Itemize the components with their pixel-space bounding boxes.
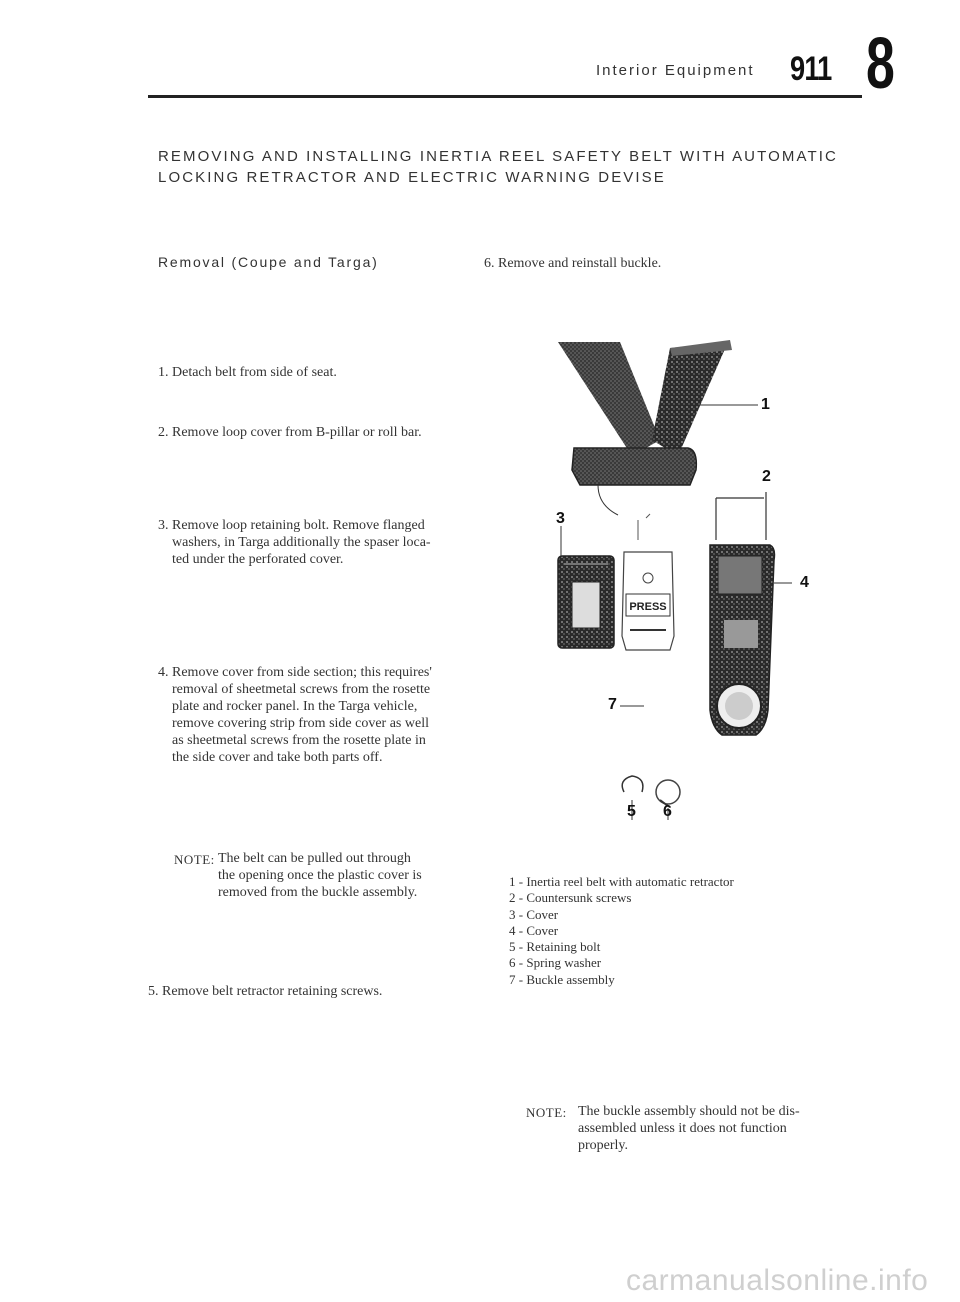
legend-item: 5 - Retaining bolt (509, 939, 601, 955)
step-number: 2. (158, 425, 169, 440)
step-number: 5. (148, 984, 159, 999)
callout-6: 6 (663, 803, 672, 820)
cover-4 (710, 545, 775, 735)
step-5 (148, 983, 382, 1000)
callout-4: 4 (800, 574, 809, 591)
note-line: properly. (578, 1138, 629, 1153)
buckle-assembly (622, 514, 674, 650)
seat-belt-illustration (520, 330, 820, 830)
step-3 (158, 517, 431, 568)
watermark: carmanualsonline.info (626, 1264, 929, 1297)
step-text: Remove belt retractor retaining screws. (162, 984, 383, 999)
figure-legend (509, 874, 734, 988)
step-text: Remove loop cover from B-pillar or roll bar. (172, 425, 422, 440)
callout-7: 7 (608, 696, 617, 713)
legend-item: 6 - Spring washer (509, 955, 602, 971)
step-text-line: remove covering strip from side cover as well (172, 716, 429, 731)
note-label: NOTE: (526, 1105, 567, 1120)
step-text (172, 664, 432, 766)
note-line: The buckle assembly should not be dis- (578, 1104, 800, 1119)
step-text-line: as sheetmetal screws from the rosette plate in (172, 733, 426, 748)
step-text-line: plate and rocker panel. In the Targa vehicle, (172, 699, 418, 714)
model-number: 911 (790, 50, 832, 88)
step-number: 1. (158, 365, 169, 380)
note-text (578, 1103, 800, 1154)
note-line: The belt can be pulled out through (218, 851, 411, 866)
step-number: 4. (158, 665, 169, 680)
step-6 (484, 255, 661, 272)
removal-heading: Removal (Coupe and Targa) (158, 254, 379, 270)
step-2 (158, 424, 422, 441)
note-label: NOTE: (174, 852, 215, 867)
step-number: 6. (484, 256, 495, 271)
callout-2: 2 (762, 468, 771, 485)
note-line: removed from the buckle assembly. (218, 885, 418, 900)
cover-3 (558, 556, 614, 648)
chapter-number: 8 (866, 24, 895, 104)
screws-2-bracket (716, 492, 766, 540)
note-text (218, 850, 422, 901)
step-1 (158, 364, 337, 381)
legend-item: 2 - Countersunk screws (509, 890, 632, 906)
step-text (172, 517, 431, 568)
legend-item: 3 - Cover (509, 906, 559, 922)
page-title-line-1: REMOVING AND INSTALLING INERTIA REEL SAFETY BELT WITH AUTOMATIC (158, 148, 838, 165)
section-title: Interior Equipment (596, 62, 755, 79)
step-text-line: ted under the perforated cover. (172, 552, 344, 567)
step-text-line: the side cover and take both parts off. (172, 750, 383, 765)
callout-1: 1 (761, 396, 770, 413)
legend-item: 7 - Buckle assembly (509, 971, 615, 987)
step-number: 3. (158, 518, 169, 533)
step-4 (158, 664, 432, 766)
page-title-line-2: LOCKING RETRACTOR AND ELECTRIC WARNING DEVISE (158, 169, 666, 186)
step-text-line: Remove cover from side section; this requires' (172, 665, 432, 680)
step-text: Remove and reinstall buckle. (498, 256, 662, 271)
belt-webbing (558, 340, 732, 515)
press-label: PRESS (629, 601, 667, 613)
step-text-line: washers, in Targa additionally the spaser loca- (172, 535, 431, 550)
step-text-line: Remove loop retaining bolt. Remove flanged (172, 518, 425, 533)
legend-item: 4 - Cover (509, 922, 559, 938)
note-line: the opening once the plastic cover is (218, 868, 422, 883)
page-title (158, 146, 838, 188)
header-rule (148, 95, 862, 98)
callout-5: 5 (627, 803, 636, 820)
legend-item: 1 - Inertia reel belt with automatic retractor (509, 874, 734, 889)
step-text: Detach belt from side of seat. (172, 365, 337, 380)
note-line: assembled unless it does not function (578, 1121, 787, 1136)
callout-3: 3 (556, 510, 565, 527)
step-text-line: removal of sheetmetal screws from the rosette (172, 682, 431, 697)
